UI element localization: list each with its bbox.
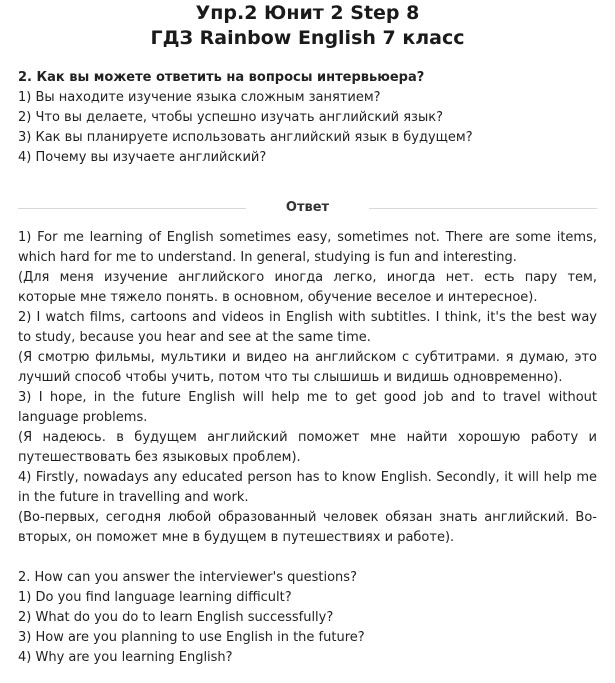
- answer-divider: [18, 198, 597, 218]
- title-line-1: Упр.2 Юнит 2 Step 8: [195, 2, 420, 24]
- answer-paragraph: 4) Firstly, nowadays any educated person has to know English. Secondly, it will help me in the future in travelling and work.: [18, 470, 597, 505]
- page-title: [18, 0, 597, 51]
- answer-label: Ответ: [285, 200, 330, 215]
- answer-translation: (Я надеюсь. в будущем английский поможет мне найти хорошую работу и путешествовать без языковых проблем).: [18, 430, 597, 465]
- answer-body: [18, 228, 597, 668]
- task-question: 2) Что вы делаете, чтобы успешно изучать английский язык?: [18, 110, 443, 125]
- task-heading: 2. Как вы можете ответить на вопросы интервьюера?: [18, 70, 425, 85]
- answer-paragraph: 3) I hope, in the future English will help me to get good job and to travel without language problems.: [18, 390, 597, 425]
- english-question: 3) How are you planning to use English in the future?: [18, 630, 365, 645]
- english-task-heading: 2. How can you answer the interviewer's questions?: [18, 570, 357, 585]
- answer-translation: (Я смотрю фильмы, мультики и видео на английском с субтитрами. я думаю, это лучший способ чтобы учить, потом что ты слышишь и видишь одновременно).: [18, 350, 597, 385]
- english-question: 4) Why are you learning English?: [18, 650, 233, 665]
- answer-paragraph: 1) For me learning of English sometimes easy, sometimes not. There are some items, which hard for me to understand. In general, studying is fun and interesting.: [18, 230, 597, 265]
- divider-rule-left: [18, 208, 246, 209]
- task-question: 1) Вы находите изучение языка сложным занятием?: [18, 90, 381, 105]
- english-question: 1) Do you find language learning difficult?: [18, 590, 292, 605]
- task-question-list: [18, 88, 597, 168]
- english-question: 2) What do you do to learn English successfully?: [18, 610, 334, 625]
- task-question: 4) Почему вы изучаете английский?: [18, 150, 267, 165]
- answer-translation: (Во-первых, сегодня любой образованный человек обязан знать английский. Во-вторых, он поможет мне в будущем в путешествиях и работе).: [18, 510, 597, 545]
- divider-rule-right: [369, 208, 597, 209]
- task-question: 3) Как вы планируете использовать английский язык в будущем?: [18, 130, 473, 145]
- answer-paragraph: 2) I watch films, cartoons and videos in English with subtitles. I think, it's the best way to study, because you hear and see at the same time.: [18, 310, 597, 345]
- title-line-2: ГДЗ Rainbow English 7 класс: [150, 27, 465, 49]
- answer-translation: (Для меня изучение английского иногда легко, иногда нет. есть пару тем, которые мне тяжело понять. в основном, обучение веселое и интересное).: [18, 270, 597, 305]
- paragraph-spacer: [18, 548, 597, 568]
